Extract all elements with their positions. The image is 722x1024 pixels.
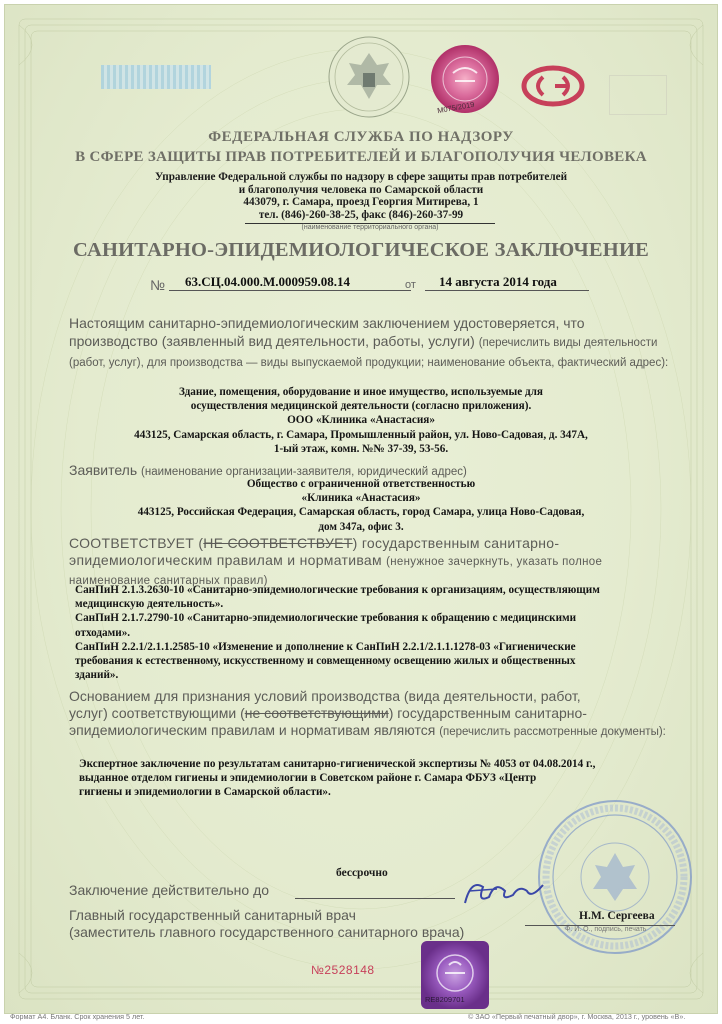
validity-label: Заключение действительно до xyxy=(69,882,270,898)
rule-3-line-3: зданий». xyxy=(75,669,119,682)
rule-3-line-2: требования к естественному, искусственному и совмещенному освещению жилых и общественных xyxy=(75,655,576,668)
rule-1-line-1: СанПиН 2.1.3.2630-10 «Санитарно-эпидемиологические требования к организациям, осуществляющим xyxy=(75,584,600,596)
signatory-label xyxy=(69,907,464,941)
date-label: от xyxy=(405,279,416,291)
basis-paragraph xyxy=(69,688,669,741)
basis-line-3-text: эпидемиологическим правилам и нормативам являются xyxy=(69,722,436,738)
watermark-box xyxy=(609,75,667,115)
basis-note: (перечислить рассмотренные документы): xyxy=(439,726,666,738)
header-line-2: В СФЕРЕ ЗАЩИТЫ ПРАВ ПОТРЕБИТЕЛЕЙ И БЛАГОПОЛУЧИЯ ЧЕЛОВЕКА xyxy=(75,149,647,165)
department-block xyxy=(5,171,717,221)
hologram-bottom-code: RE8209701 xyxy=(425,995,465,1004)
number-label: № xyxy=(150,277,166,293)
rule-1-line-2: медицинскую деятельность». xyxy=(75,598,224,611)
object-block xyxy=(45,385,677,456)
applicant-line-2: «Клиника «Анастасия» xyxy=(301,492,421,505)
rule-3-line-1: СанПиН 2.2.1/2.1.1.2585-10 «Изменение и дополнение к СанПиН 2.2.1/2.1.1.1278-03 «Гигиенические xyxy=(75,640,576,653)
object-line-2: осуществления медицинской деятельности (согласно приложения). xyxy=(190,400,532,413)
security-strip-left xyxy=(101,65,211,89)
object-line-5: 1-ый этаж, комн. №№ 37-39, 53-56. xyxy=(273,442,449,455)
applicant-line-4: дом 347а, офис 3. xyxy=(318,520,404,533)
basis-doc-line-1: Экспертное заключение по результатам санитарно-гигиенической экспертизы № 4053 от 04.08.2014 г., xyxy=(79,758,596,770)
certificate-number: 63.СЦ.04.000.М.000959.08.14 xyxy=(169,274,411,291)
basis-doc-block xyxy=(79,757,679,800)
signatory-name: Н.М. Сергеева xyxy=(579,910,655,922)
basis-line-2-end: ) государственным санитарно- xyxy=(388,705,587,721)
dept-line-4: тел. (846)-260-38-25, факс (846)-260-37-99 xyxy=(258,208,464,221)
basis-line-3 xyxy=(69,722,669,741)
validity-value: бессрочно xyxy=(336,867,388,879)
official-stamp-icon xyxy=(535,797,695,957)
certificate-sheet xyxy=(4,4,718,1014)
object-line-1: Здание, помещения, оборудование и иное имущество, используемые для xyxy=(179,386,543,398)
conformity-word: СООТВЕТСТВУЕТ xyxy=(69,535,195,551)
applicant-line-3: 443125, Российская Федерация, Самарская область, город Самара, улица Ново-Садовая, xyxy=(137,506,585,519)
conformity-struck: НЕ СООТВЕТСТВУЕТ xyxy=(203,535,353,551)
applicant-line-1: Общество с ограниченной ответственностью xyxy=(246,478,476,490)
dept-line-1: Управление Федеральной службы по надзору в сфере защиты прав потребителей xyxy=(154,171,568,183)
signatory-label-1: Главный государственный санитарный врач xyxy=(69,907,356,923)
conformity-rest: государственным санитарно-эпидемиологическим правилам и нормативам xyxy=(69,535,560,568)
validity-underline xyxy=(295,898,455,899)
conformity-note: (ненужное зачеркнуть, указать полное наименование санитарных правил) xyxy=(69,556,603,587)
basis-doc-line-3: гигиены и эпидемиологии в Самарской области». xyxy=(79,786,331,799)
page-title: САНИТАРНО-ЭПИДЕМИОЛОГИЧЕСКОЕ ЗАКЛЮЧЕНИЕ xyxy=(73,239,649,261)
serial-number: №2528148 xyxy=(311,963,375,977)
basis-line-2-start: услуг) соответствующими ( xyxy=(69,705,245,721)
hologram-top-code: М075/2019 xyxy=(436,99,476,116)
emblem-icon xyxy=(327,35,411,119)
dept-line-3: 443079, г. Самара, проезд Георгия Митирева, 1 xyxy=(243,196,479,209)
intro-text: Настоящим санитарно-эпидемиологическим заключением удостоверяется, что производство (заявленный вид деятельности, работы, услуги) xyxy=(69,315,585,349)
conformity-close-paren: ) xyxy=(352,535,358,551)
underline-note: (наименование территориального органа) xyxy=(245,223,495,231)
conformity-open-paren: ( xyxy=(198,535,204,551)
certificate-date: 14 августа 2014 года xyxy=(425,274,589,291)
header-line-1: ФЕДЕРАЛЬНАЯ СЛУЖБА ПО НАДЗОРУ xyxy=(208,129,514,145)
rules-block xyxy=(75,583,675,682)
intro-paragraph xyxy=(69,314,669,372)
basis-struck: не соответствующими xyxy=(244,705,389,721)
conformity-paragraph xyxy=(69,535,667,590)
basis-line-1: Основанием для признания условий производства (вида деятельности, работ, xyxy=(69,688,581,704)
applicant-label: Заявитель xyxy=(69,462,138,478)
rule-2-line-2: отходами». xyxy=(75,626,131,639)
signatory-label-2: (заместитель главного государственного санитарного врача) xyxy=(69,924,465,940)
se-logo-icon xyxy=(521,65,585,107)
applicant-heading xyxy=(69,462,467,478)
object-line-3: ООО «Клиника «Анастасия» xyxy=(287,414,435,427)
signature-icon xyxy=(461,873,551,913)
applicant-note: (наименование организации-заявителя, юридический адрес) xyxy=(141,466,467,478)
rule-2-line-1: СанПиН 2.1.7.2790-10 «Санитарно-эпидемиологические требования к обращению с медицинскими xyxy=(75,612,577,625)
object-line-4: 443125, Самарская область, г. Самара, Промышленный район, ул. Ново-Садовая, д. 347А, xyxy=(134,428,588,441)
dept-line-2: и благополучия человека по Самарской области xyxy=(238,183,484,196)
intro-note: (перечислить виды деятельности (работ, услуг), для производства — виды выпускаемой продукции; наименование объекта, фактический адрес): xyxy=(69,337,669,369)
applicant-block xyxy=(45,477,677,534)
basis-doc-line-2: выданное отделом гигиены и эпидемиологии в Советском районе г. Самара ФБУЗ «Центр xyxy=(79,772,537,785)
fio-note: Ф. И. О., подпись, печать xyxy=(565,926,647,933)
basis-line-2 xyxy=(69,705,669,722)
footer-right: © ЗАО «Первый печатный двор», г. Москва, 2013 г., уровень «В». xyxy=(468,1012,686,1021)
footer-left: Формат А4. Бланк. Срок хранения 5 лет. xyxy=(10,1012,145,1021)
